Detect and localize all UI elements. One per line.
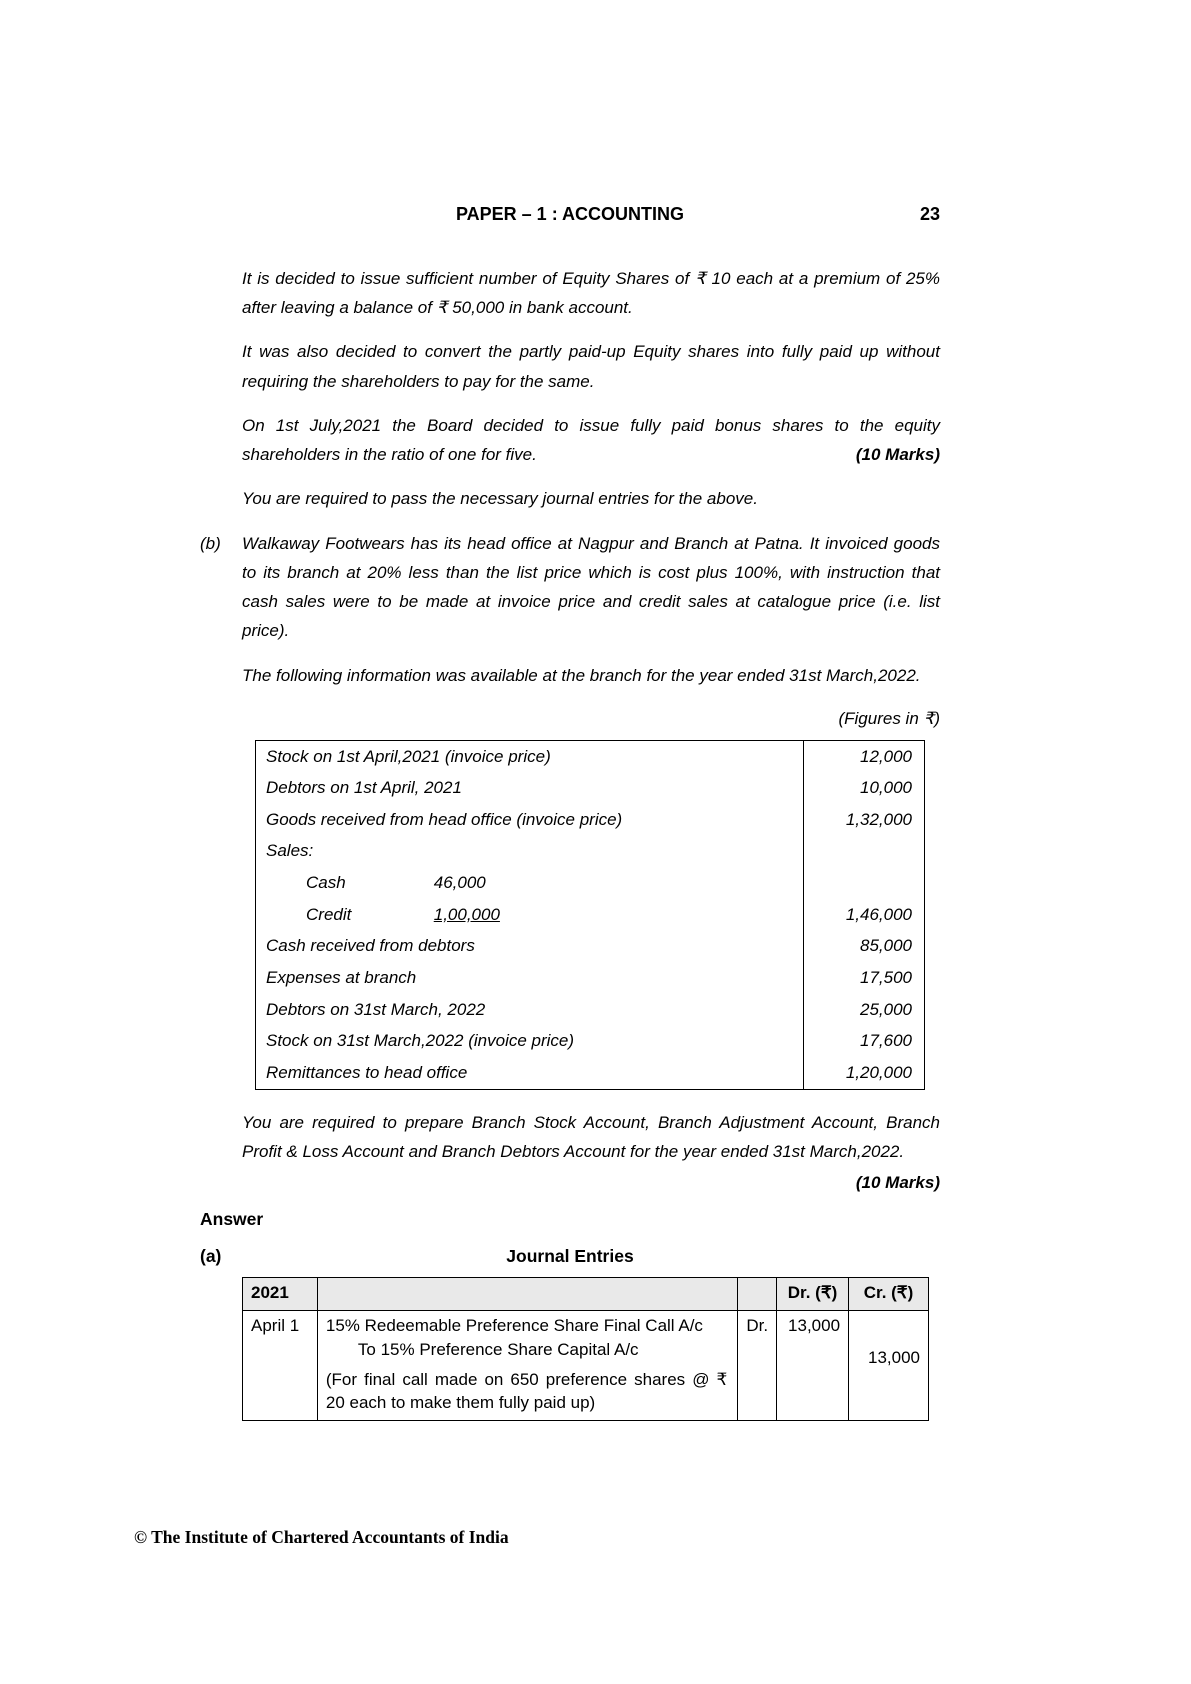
question-part-b [200, 529, 940, 646]
journal-header-row [243, 1277, 929, 1310]
row-label: Stock on 1st April,2021 (invoice price) [256, 741, 804, 773]
row-value: 85,000 [860, 936, 912, 956]
row-label: Debtors on 1st April, 2021 [256, 773, 804, 805]
paragraph-convert-shares: It was also decided to convert the partly paid-up Equity shares into fully paid up without requiring the shareholders to pay for the same. [242, 342, 940, 391]
journal-entries-table [242, 1277, 929, 1422]
row-value [804, 836, 924, 868]
journal-entry-narration: (For final call made on 650 preference shares @ ₹ 20 each to make them fully paid up) [325, 1369, 728, 1413]
page-header [200, 204, 940, 225]
table-row [256, 1057, 924, 1089]
row-value: 1,32,000 [845, 809, 912, 829]
table-row [256, 868, 924, 900]
table-row [256, 773, 924, 805]
paragraph-bonus-shares-text: On 1st July,2021 the Board decided to issue fully paid bonus shares to the equity shareholders in the ratio of one for five. [242, 415, 940, 465]
journal-entry-cr-amount: 13,000 [868, 1347, 920, 1367]
table-row [256, 741, 924, 773]
row-label: Expenses at branch [256, 962, 804, 994]
row-label: Goods received from head office (invoice price) [256, 804, 804, 836]
branch-information-table [255, 740, 925, 1090]
table-row [256, 899, 924, 931]
journal-entry-cr-amount-cell [849, 1310, 929, 1421]
journal-header-cr: Cr. (₹) [849, 1277, 929, 1310]
row-value: 1,46,000 [845, 904, 912, 924]
table-row [256, 1026, 924, 1058]
row-label: Debtors on 31st March, 2022 [256, 994, 804, 1026]
answer-a-row [200, 1246, 940, 1267]
sales-cash-label: Cash [306, 873, 346, 893]
journal-entry-credit-line: To 15% Preference Share Capital A/c [357, 1339, 639, 1359]
sales-cash-amount: 46,000 [433, 873, 486, 893]
table-row [256, 836, 924, 868]
answer-a-label: (a) [200, 1245, 222, 1266]
answer-heading: Answer [200, 1208, 264, 1229]
journal-entry-date: April 1 [243, 1310, 318, 1421]
paper-title: PAPER – 1 : ACCOUNTING [455, 204, 685, 224]
row-label: Stock on 31st March,2022 (invoice price) [256, 1026, 804, 1058]
marks-10-a: (10 Marks) [848, 440, 940, 469]
row-label: Cash received from debtors [256, 931, 804, 963]
row-value: 12,000 [860, 746, 912, 766]
table-row [256, 931, 924, 963]
journal-header-particulars [317, 1277, 737, 1310]
sales-sub-row [266, 873, 486, 892]
table-row [256, 804, 924, 836]
row-value: 17,500 [860, 967, 912, 987]
row-value: 10,000 [860, 778, 912, 798]
table-row [256, 962, 924, 994]
paragraph-requirement-a: You are required to pass the necessary journal entries for the above. [242, 489, 758, 509]
journal-entry-particulars [317, 1310, 737, 1421]
table-row [256, 994, 924, 1026]
row-value: 25,000 [860, 999, 912, 1019]
sales-sub-row [266, 905, 500, 924]
paragraph-bonus-shares [242, 411, 940, 469]
journal-header-year: 2021 [243, 1277, 318, 1310]
row-value: 17,600 [860, 1031, 912, 1051]
journal-entries-title: Journal Entries [506, 1245, 634, 1266]
journal-header-dr: Dr. (₹) [777, 1277, 849, 1310]
figures-in-rupees-note: (Figures in ₹) [838, 708, 940, 728]
journal-entry-debit-line: 15% Redeemable Preference Share Final Call A/c [325, 1315, 703, 1335]
row-label [256, 899, 804, 931]
marks-10-b-wrap [200, 1173, 940, 1193]
row-label: Remittances to head office [256, 1057, 804, 1089]
row-value [804, 868, 924, 900]
copyright-footer: © The Institute of Chartered Accountants of India [134, 1527, 509, 1547]
sales-credit-amount: 1,00,000 [433, 904, 500, 924]
marks-10-b: (10 Marks) [855, 1172, 940, 1192]
journal-header-drcr [738, 1277, 777, 1310]
journal-entry-dr-amount: 13,000 [777, 1310, 849, 1421]
row-label: Sales: [256, 836, 804, 868]
journal-entry-drcr: Dr. [738, 1310, 777, 1421]
requirement-part-b [242, 1108, 940, 1166]
page-content [200, 264, 940, 1421]
paragraph-branch-info: The following information was available at the branch for the year ended 31st March,2022. [242, 665, 921, 685]
page-number: 23 [919, 204, 940, 224]
row-label [256, 868, 804, 900]
paragraph-equity-issue: It is decided to issue sufficient number of Equity Shares of ₹ 10 each at a premium of 25% after leaving a balance of ₹ 50,000 in bank account. [242, 269, 940, 318]
sales-credit-label: Credit [306, 904, 352, 924]
journal-entry-row [243, 1310, 929, 1421]
part-b-label: (b) [200, 533, 221, 553]
row-value: 1,20,000 [845, 1062, 912, 1082]
requirement-part-b-text: You are required to prepare Branch Stock Account, Branch Adjustment Account, Branch Profit & Loss Account and Branch Debtors Account for the year ended 31st March,2022. [242, 1113, 940, 1162]
part-b-text: Walkaway Footwears has its head office at Nagpur and Branch at Patna. It invoiced goods to its branch at 20% less than the list price which is cost plus 100%, with instruction that cash sales were to be made at invoice price and credit sales at catalogue price (i.e. list price). [242, 533, 940, 641]
